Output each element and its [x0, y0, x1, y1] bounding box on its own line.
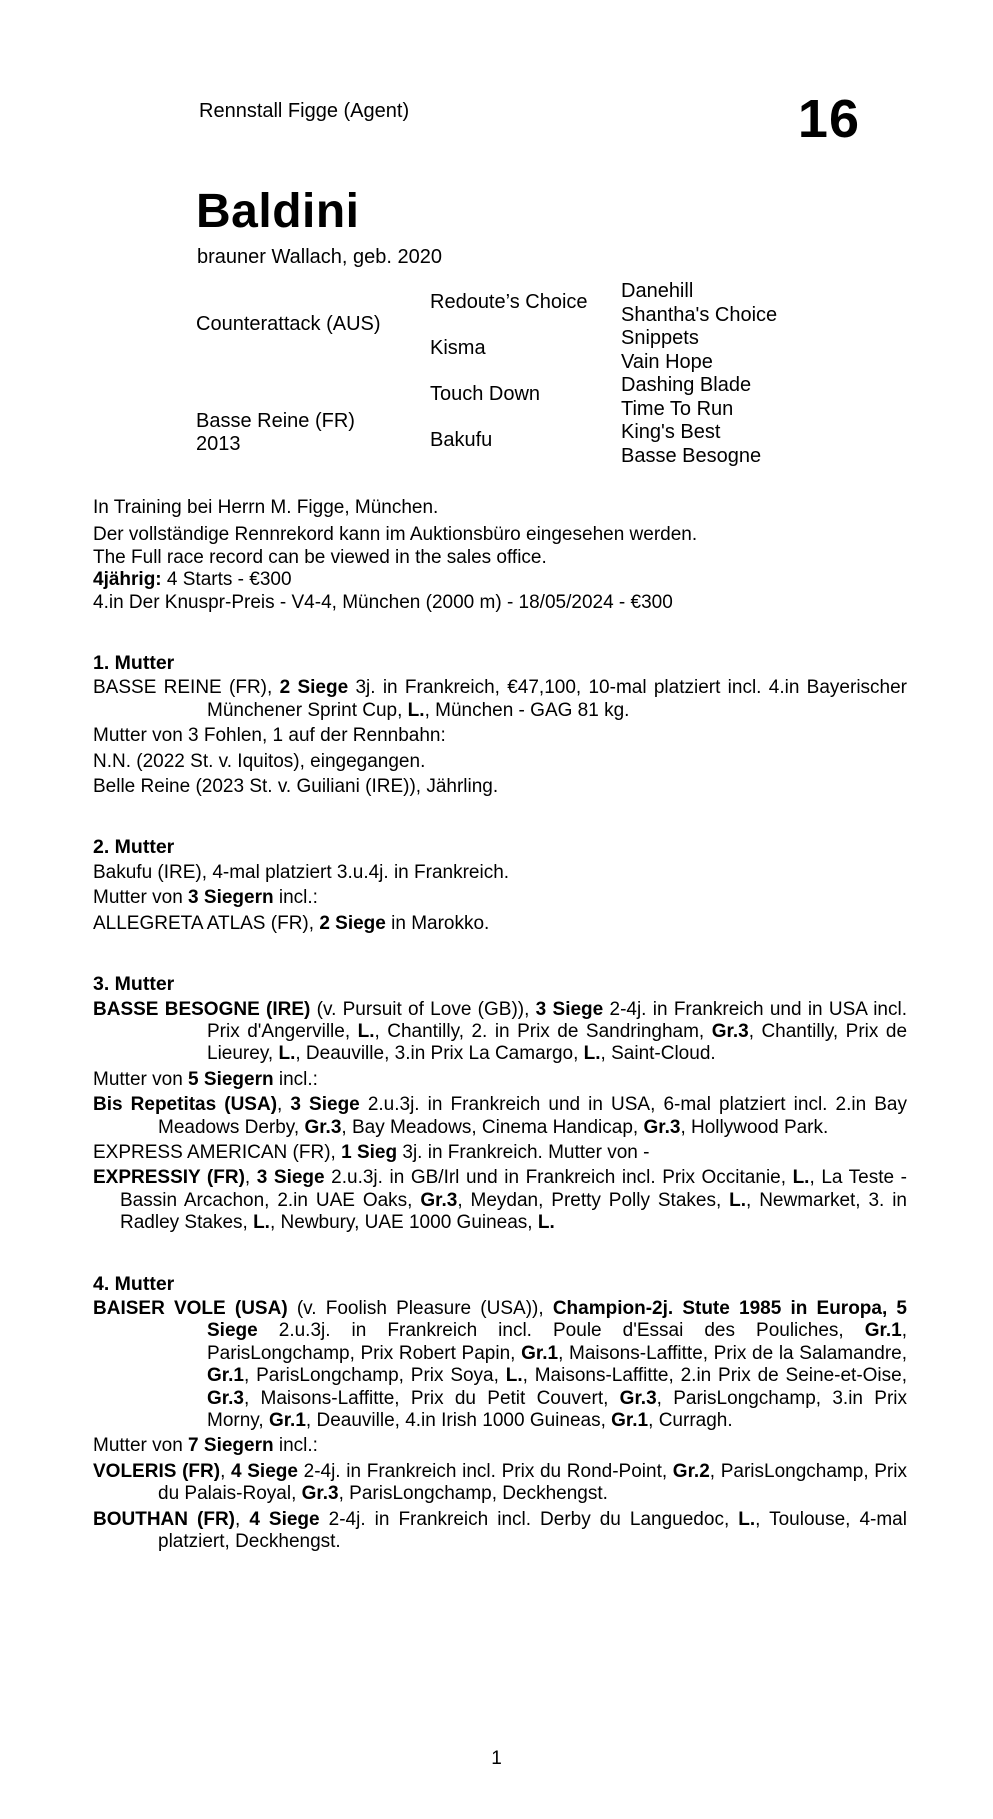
- catalogue-body: [93, 497, 907, 1553]
- lot-number: 16: [797, 89, 860, 149]
- pedigree-grandparent: Touch Down: [430, 383, 541, 405]
- horse-name: Baldini: [196, 185, 360, 238]
- section-paragraphs: [93, 999, 907, 1235]
- pedigree-great-grandparents-column: [621, 280, 777, 468]
- pedigree-great-grandparent: Snippets: [621, 327, 699, 349]
- pedigree-dam-name: Basse Reine (FR): [196, 410, 355, 432]
- pedigree-grandparent: Redoute’s Choice: [430, 291, 588, 313]
- section-paragraph: N.N. (2022 St. v. Iquitos), eingegangen.: [93, 750, 426, 772]
- section-heading: 4. Mutter: [93, 1272, 175, 1295]
- pedigree-great-grandparent: Vain Hope: [621, 350, 713, 373]
- pedigree-grandparent: Kisma: [430, 337, 486, 359]
- section-paragraph: BOUTHAN (FR), 4 Siege 2-4j. in Frankreich incl. Derby du Languedoc, L., Toulouse, 4-mal platziert, Deckhengst.: [93, 1508, 907, 1553]
- race-record-result-line: 4.in Der Knuspr-Preis - V4-4, München (2000 m) - 18/05/2024 - €300: [93, 591, 673, 613]
- section-paragraph: Bis Repetitas (USA), 3 Siege 2.u.3j. in Frankreich und in USA, 6-mal platziert incl. 2.in Bay Meadows Derby, Gr.3, Bay Meadows, Cinema Handicap, Gr.3, Hollywood Park.: [93, 1094, 907, 1138]
- section-paragraph: Mutter von 5 Siegern incl.:: [93, 1068, 318, 1090]
- section-heading: 3. Mutter: [93, 973, 175, 996]
- dam-section: [93, 836, 907, 935]
- pedigree-great-grandparent: Basse Besogne: [621, 444, 762, 467]
- horse-details: brauner Wallach, geb. 2020: [197, 246, 442, 268]
- training-info: In Training bei Herrn M. Figge, München.: [93, 497, 439, 518]
- dam-section: [93, 652, 907, 798]
- section-heading: 2. Mutter: [93, 836, 175, 859]
- pedigree-grandparents-column: [430, 291, 588, 451]
- pedigree-sire: Counterattack (AUS): [196, 313, 381, 335]
- pedigree-great-grandparent: King's Best: [621, 421, 721, 443]
- pedigree-table: [0, 280, 993, 480]
- section-paragraph: EXPRESS AMERICAN (FR), 1 Sieg 3j. in Frankreich. Mutter von -: [93, 1141, 650, 1163]
- consignor-name: Rennstall Figge (Agent): [199, 100, 410, 122]
- section-paragraphs: [93, 1298, 907, 1553]
- dam-section: [93, 1273, 907, 1554]
- section-paragraph: Mutter von 3 Siegern incl.:: [93, 887, 318, 909]
- race-record: [93, 524, 907, 614]
- section-paragraphs: [93, 862, 907, 935]
- page-number: 1: [491, 1748, 502, 1769]
- race-record-season-line: 4jährig: 4 Starts - €300: [93, 569, 292, 591]
- section-heading: 1. Mutter: [93, 652, 175, 675]
- section-paragraph: BASSE REINE (FR), 2 Siege 3j. in Frankreich, €47,100, 10-mal platziert incl. 4.in Bayerischer Münchener Sprint Cup, L., München - GAG 81 kg.: [93, 677, 908, 721]
- section-paragraph: Belle Reine (2023 St. v. Guiliani (IRE)), Jährling.: [93, 776, 499, 798]
- section-paragraphs: [93, 677, 907, 798]
- section-paragraph: EXPRESSIY (FR), 3 Siege 2.u.3j. in GB/Irl und in Frankreich incl. Prix Occitanie, L., La Teste - Bassin Arcachon, 2.in UAE Oaks, Gr.3, Meydan, Pretty Polly Stakes, L., Newmarket, 3. in Radley Stakes, L., Newbury, UAE 1000 Guineas, L.: [93, 1167, 907, 1234]
- section-paragraph: Mutter von 7 Siegern incl.:: [93, 1435, 318, 1457]
- pedigree-dam-year: 2013: [196, 433, 241, 455]
- dam-section: [93, 973, 907, 1234]
- section-paragraph: Mutter von 3 Fohlen, 1 auf der Rennbahn:: [93, 725, 446, 747]
- race-record-note-en: The Full race record can be viewed in the sales office.: [93, 546, 547, 568]
- pedigree-grandparent: Bakufu: [430, 429, 493, 451]
- section-paragraph: Bakufu (IRE), 4-mal platziert 3.u.4j. in Frankreich.: [93, 861, 510, 883]
- pedigree-great-grandparent: Dashing Blade: [621, 374, 752, 396]
- section-paragraph: BAISER VOLE (USA) (v. Foolish Pleasure (USA)), Champion-2j. Stute 1985 in Europa, 5 Siege 2.u.3j. in Frankreich incl. Poule d'Essai des Pouliches, Gr.1, ParisLongchamp, Prix Robert Papin, Gr.1, Maisons-Laffitte, Prix de la Salamandre, Gr.1, ParisLongchamp, Prix Soya, L., Maisons-Laffitte, 2.in Prix de Seine-et-Oise, Gr.3, Maisons-Laffitte, Prix du Petit Couvert, Gr.3, ParisLongchamp, 3.in Prix Morny, Gr.1, Deauville, 4.in Irish 1000 Guineas, Gr.1, Curragh.: [93, 1297, 907, 1431]
- section-paragraph: VOLERIS (FR), 4 Siege 2-4j. in Frankreich incl. Prix du Rond-Point, Gr.2, ParisLongchamp, Prix du Palais-Royal, Gr.3, ParisLongchamp, Deckhengst.: [93, 1460, 907, 1505]
- section-paragraph: ALLEGRETA ATLAS (FR), 2 Siege in Marokko.: [93, 912, 490, 934]
- pedigree-great-grandparent: Shantha's Choice: [621, 303, 778, 326]
- dam-sections: [93, 652, 907, 1553]
- pedigree-dam: [196, 410, 355, 456]
- pedigree-great-grandparent: Danehill: [621, 280, 694, 302]
- race-record-note-de: Der vollständige Rennrekord kann im Auktionsbüro eingesehen werden.: [93, 524, 698, 546]
- pedigree-great-grandparent: Time To Run: [621, 397, 734, 420]
- section-paragraph: BASSE BESOGNE (IRE) (v. Pursuit of Love (GB)), 3 Siege 2-4j. in Frankreich und in USA incl. Prix d'Angerville, L., Chantilly, 2. in Prix de Sandringham, Gr.3, Chantilly, Prix de Lieurey, L., Deauville, 3.in Prix La Camargo, L., Saint-Cloud.: [93, 998, 908, 1065]
